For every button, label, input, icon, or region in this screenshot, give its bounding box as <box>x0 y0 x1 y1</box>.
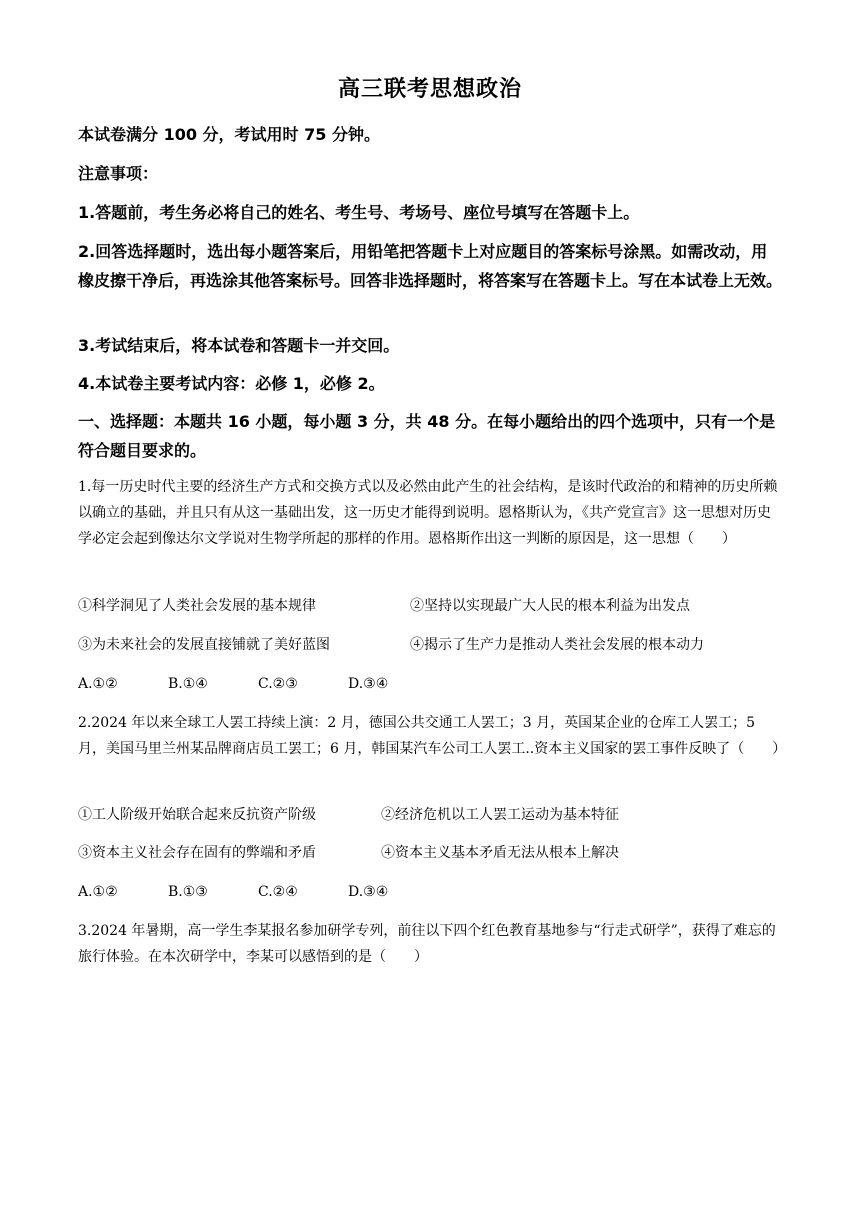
choice-d: D.③④ <box>348 884 389 900</box>
question-1-options-row <box>78 593 784 619</box>
intro-text: 本试卷满分 100 分，考试用时 75 分钟。 <box>78 125 380 144</box>
choice-d: D.③④ <box>348 676 389 692</box>
option-statement: ③资本主义社会存在固有的弊端和矛盾 <box>78 845 316 861</box>
question-3-stem: 3.2024 年暑期，高一学生李某报名参加研学专列，前往以下四个红色教育基地参与“行走式研学”，获得了难忘的旅行体验。在本次研学中，李某可以感悟到的是（ ） <box>78 923 776 965</box>
notice-item: 4.本试卷主要考试内容：必修 1，必修 2。 <box>78 374 385 393</box>
question-1-options-row <box>78 632 784 658</box>
notice-item: 3.考试结束后，将本试卷和答题卡一并交回。 <box>78 336 400 355</box>
option-statement: ②坚持以实现最广大人民的根本利益为出发点 <box>410 598 690 614</box>
option-statement: ①科学洞见了人类社会发展的基本规律 <box>78 598 316 614</box>
choice-c: C.②④ <box>258 884 298 900</box>
notice-item: 1.答题前，考生务必将自己的姓名、考生号、考场号、座位号填写在答题卡上。 <box>78 203 640 222</box>
option-statement: ①工人阶级开始联合起来反抗资产阶级 <box>78 807 316 823</box>
section-heading: 一、选择题：本题共 16 小题，每小题 3 分，共 48 分。在每小题给出的四个选项中，只有一个是符合题目要求的。 <box>78 412 776 460</box>
choice-c: C.②③ <box>258 676 298 692</box>
question-1-stem: 1.每一历史时代主要的经济生产方式和交换方式以及必然由此产生的社会结构，是该时代政治的和精神的历史所赖以确立的基础，并且只有从这一基础出发，这一历史才能得到说明。恩格斯认为，《共产党宣言》这一思想对历史学必定会起到像达尔文学说对生物学所起的那样的作用。恩格斯作出这一判断的原因是，这一思想（ ） <box>78 479 778 547</box>
question-2-options-row <box>78 840 784 866</box>
notice-heading: 注意事项： <box>78 164 159 183</box>
option-statement: ④资本主义基本矛盾无法从根本上解决 <box>381 845 619 861</box>
option-statement: ②经济危机以工人罢工运动为基本特征 <box>381 807 619 823</box>
choice-b: B.①③ <box>168 884 208 900</box>
question-2-stem: 2.2024 年以来全球工人罢工持续上演：2 月，德国公共交通工人罢工；3 月，英国某企业的仓库工人罢工；5 月，美国马里兰州某品牌商店员工罢工；6 月，韩国某汽车公司工人罢工..资本主义国家的罢工事件反映了（ ） <box>78 715 787 757</box>
question-2-options-row <box>78 802 784 828</box>
option-statement: ③为未来社会的发展直接铺就了美好蓝图 <box>78 637 330 653</box>
choice-a: A.①② <box>78 676 118 692</box>
choice-b: B.①④ <box>168 676 208 692</box>
page-title: 高三联考思想政治 <box>337 77 522 102</box>
option-statement: ④揭示了生产力是推动人类社会发展的根本动力 <box>410 637 704 653</box>
choice-a: A.①② <box>78 884 118 900</box>
question-2-choices <box>78 879 438 905</box>
notice-item: 2.回答选择题时，选出每小题答案后，用铅笔把答题卡上对应题目的答案标号涂黑。如需改动，用橡皮擦干净后，再选涂其他答案标号。回答非选择题时，将答案写在答题卡上。写在本试卷上无效。 <box>78 242 783 290</box>
question-1-choices <box>78 671 438 697</box>
